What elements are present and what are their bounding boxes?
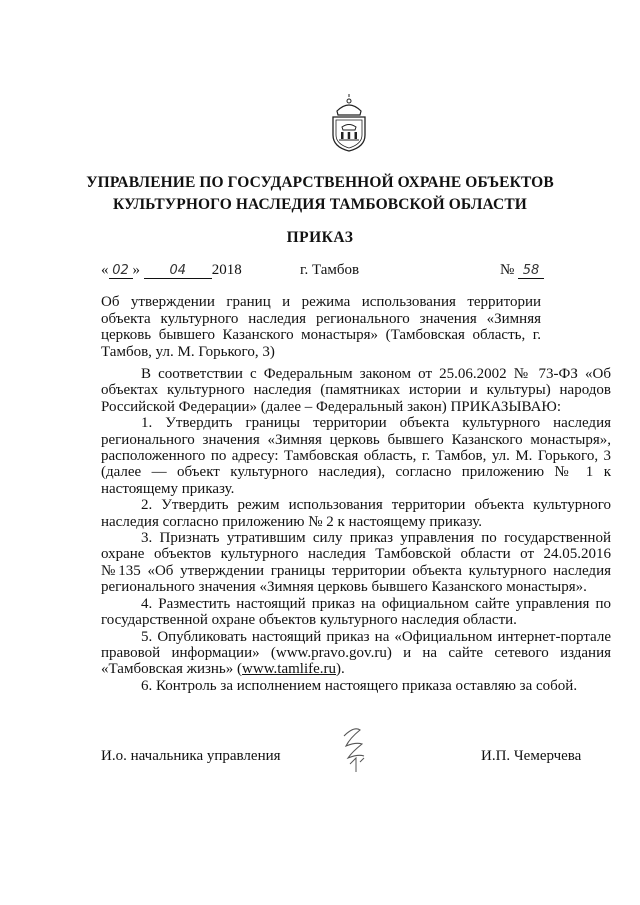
clause-5-text: 5. Опубликовать настоящий приказ на «Официальном интернет-портале правовой информации» (www.pravo.gov.ru) и на сайте сетевого издания «Тамбовская жизнь» (	[101, 628, 611, 678]
clause-5-end: ).	[336, 661, 345, 678]
order-number-value: 58	[518, 263, 544, 279]
organization-name: УПРАВЛЕНИЕ ПО ГОСУДАРСТВЕННОЙ ОХРАНЕ ОБЪЕКТОВ КУЛЬТУРНОГО НАСЛЕДИЯ ТАМБОВСКОЙ ОБЛАСТИ	[86, 174, 554, 213]
signatory-name: И.П. Чемерчева	[481, 748, 582, 764]
document-type: ПРИКАЗ	[286, 229, 354, 246]
clause-1: 1. Утвердить границы территории объекта культурного наследия регионального значения «Зимняя церковь бывшего Казанского монастыря», расположенного по адресу: Тамбовская область, г. Тамбов, ул. М. Горького, 3 (далее — объект культурного наследия), согласно приложению № 1 к настоящему приказу.	[101, 415, 611, 497]
tambov-coat-of-arms-icon	[327, 93, 371, 153]
clause-5	[101, 629, 611, 678]
signatory-position: И.о. начальника управления	[101, 748, 281, 764]
date-day: 02	[109, 263, 133, 279]
clause-2: 2. Утвердить режим использования территории объекта культурного наследия согласно приложению № 2 к настоящему приказу.	[101, 497, 611, 530]
clause-3: 3. Признать утратившим силу приказ управления по государственной охране объектов культурного наследия Тамбовской области от 24.05.2016 №135 «Об утверждении границы территории объекта культурного наследия регионального значения «Зимняя церковь бывшего Казанского монастыря».	[101, 530, 611, 596]
order-city: г. Тамбов	[300, 262, 360, 278]
order-date	[101, 262, 242, 279]
date-close-quote: »	[132, 262, 140, 278]
date-open-quote: «	[101, 262, 109, 278]
order-number	[500, 262, 544, 279]
date-month: 04	[144, 263, 212, 279]
order-subject: Об утверждении границ и режима использования территории объекта культурного наследия регионального значения «Зимняя церковь бывшего Казанского монастыря» (Тамбовская область, г. Тамбов, ул. М. Горького, 3)	[101, 294, 541, 360]
preamble: В соответствии с Федеральным законом от 25.06.2002 № 73-ФЗ «Об объектах культурного наследия (памятниках истории и культуры) народов Российской Федерации» (далее – Федеральный закон) ПРИКАЗЫВАЮ:	[101, 366, 611, 415]
handwritten-signature	[330, 718, 380, 778]
order-body	[101, 366, 611, 694]
date-year: 2018	[211, 262, 242, 278]
clause-4: 4. Разместить настоящий приказ на официальном сайте управления по государственной охране объектов культурного наследия области.	[101, 595, 611, 629]
tamlife-link[interactable]: www.tamlife.ru	[242, 661, 337, 678]
order-number-label: №	[500, 262, 515, 278]
clause-6: 6. Контроль за исполнением настоящего приказа оставляю за собой.	[141, 677, 578, 694]
